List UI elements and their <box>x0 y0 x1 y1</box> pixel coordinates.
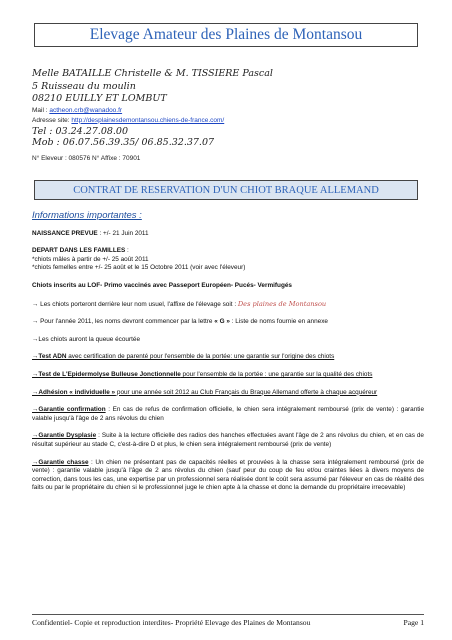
adhesion-paragraph <box>32 389 424 398</box>
confirmation-label: →Garantie confirmation <box>32 406 106 414</box>
adhesion-label: →Adhésion « individuelle » <box>32 388 116 396</box>
footer-divider <box>32 614 424 615</box>
chasse-text: : Un chien ne présentant pas de capacités réelles et prouvées à la chasse sera intégralement remboursé (prix de vente) : garantie valable jusqu'à l'âge de 2 ans révolus du chien (sauf peur du coup de feu et/ou craintes liées à divers moyens de correction, dans tous les cas, une expertise par un professionnel sera réalisée dont le coût sera assumé par l'éleveur en cas de réalité des faits ou par le propriétaire du chien si le professionnel juge le chien apte à la chasse et donc la demande du propriétaire irrecevable) <box>32 458 424 492</box>
dysplasie-text: : Suite à la lecture officielle des radios des hanches effectuées avant l'âge de 2 ans révolus du chien, et en cas de résultat supérieur au stade C, c'est-à-dire D et plus, le chien sera intégralement remboursé (prix de vente) <box>32 432 424 448</box>
breeder-number: N° Eleveur : 080576 N° Affixe : 70901 <box>32 155 141 162</box>
noms-text-2: : Liste de noms fournie en annexe <box>229 318 328 326</box>
footer-text: Confidentiel- Copie et reproduction interdites- Propriété Elevage des Plaines de Montansou <box>32 618 311 627</box>
noms-letter: « G » <box>214 318 230 326</box>
info-content <box>32 212 424 502</box>
epidermolyse-label: →Test de L'Epidermolyse Bulleuse Jonctionnelle <box>32 370 181 378</box>
info-heading: Informations importantes : <box>32 210 142 221</box>
depart-males: *chiots mâles à partir de +/- 25 août 2011 <box>32 255 149 263</box>
site-label: Adresse site: <box>32 116 72 124</box>
adhesion-text: pour une année soit 2012 au Club Français du Braque Allemand offerte à chaque acquéreur <box>115 388 378 396</box>
mail-line <box>32 106 422 116</box>
naissance-value: : +/- 21 Juin 2011 <box>97 229 149 237</box>
adn-text: avec certification de parenté pour l'ensemble de la portée: une garantie sur l'origine des chiots <box>66 353 335 361</box>
epidermolyse-text: pour l'ensemble de la portée : une garantie sur la qualité des chiots <box>180 370 373 378</box>
affixe-paragraph <box>32 300 424 310</box>
noms-paragraph <box>32 318 424 327</box>
confirmation-paragraph <box>32 406 424 423</box>
address-line-1: 5 Ruisseau du moulin <box>32 80 136 92</box>
owner-names: Melle BATAILLE Christelle & M. TISSIERE Pascal <box>32 68 273 79</box>
dysplasie-paragraph <box>32 432 424 449</box>
page-number: Page 1 <box>403 618 424 627</box>
depart-label: DEPART DANS LES FAMILLES <box>32 247 126 255</box>
adn-label: →Test ADN <box>32 353 67 361</box>
affixe-brand: Des plaines de Montansou <box>237 299 327 308</box>
mail-link[interactable]: actheon.crb@wanadoo.fr <box>49 106 123 114</box>
depart-femelles: *chiots femelles entre +/- 25 août et le 15 Octobre 2011 (voir avec l'éleveur) <box>32 264 246 272</box>
mail-label: Mail : <box>32 106 50 114</box>
queue-paragraph: →Les chiots auront la queue écourtée <box>32 335 141 343</box>
section-title-box <box>34 180 418 200</box>
tel-line: Tel : 03.24.27.08.00 <box>32 125 129 137</box>
chasse-label: →Garantie chasse <box>32 458 89 466</box>
site-link[interactable]: http://desplainesdemontansou.chiens-de-france.com/ <box>71 116 225 124</box>
confirmation-text: : En cas de refus de confirmation officielle, le chien sera intégralement remboursé (prix de vente) : garantie valable jusqu'à l'âge de 2 ans révolus du chien <box>32 406 425 422</box>
chasse-paragraph <box>32 459 424 493</box>
site-line <box>32 116 422 126</box>
depart-colon: : <box>125 247 129 255</box>
adn-paragraph <box>32 353 424 362</box>
page-title: Elevage Amateur des Plaines de Montansou <box>89 26 363 43</box>
naissance-paragraph <box>32 230 424 239</box>
affixe-text: → Les chiots porteront derrière leur nom usuel, l'affixe de l'élevage soit : <box>32 300 238 308</box>
epidermolyse-paragraph <box>32 371 424 380</box>
section-title: CONTRAT DE RESERVATION D'UN CHIOT BRAQUE ALLEMAND <box>73 184 379 196</box>
lof-paragraph: Chiots inscrits au LOF- Primo vaccinés avec Passeport Européen- Pucés- Vermifugés <box>32 281 292 289</box>
depart-paragraph <box>32 247 424 273</box>
noms-text-1: → Pour l'année 2011, les noms devront commencer par la lettre <box>32 318 215 326</box>
address-line-2: 08210 EUILLY ET LOMBUT <box>32 93 167 104</box>
naissance-label: NAISSANCE PREVUE <box>32 229 98 237</box>
contact-block <box>32 68 422 149</box>
page-footer <box>32 618 424 627</box>
title-box <box>34 23 418 47</box>
dysplasie-label: →Garantie Dysplasie <box>32 432 97 440</box>
mobile-line: Mob : 06.07.56.39.35/ 06.85.32.37.07 <box>32 137 215 148</box>
